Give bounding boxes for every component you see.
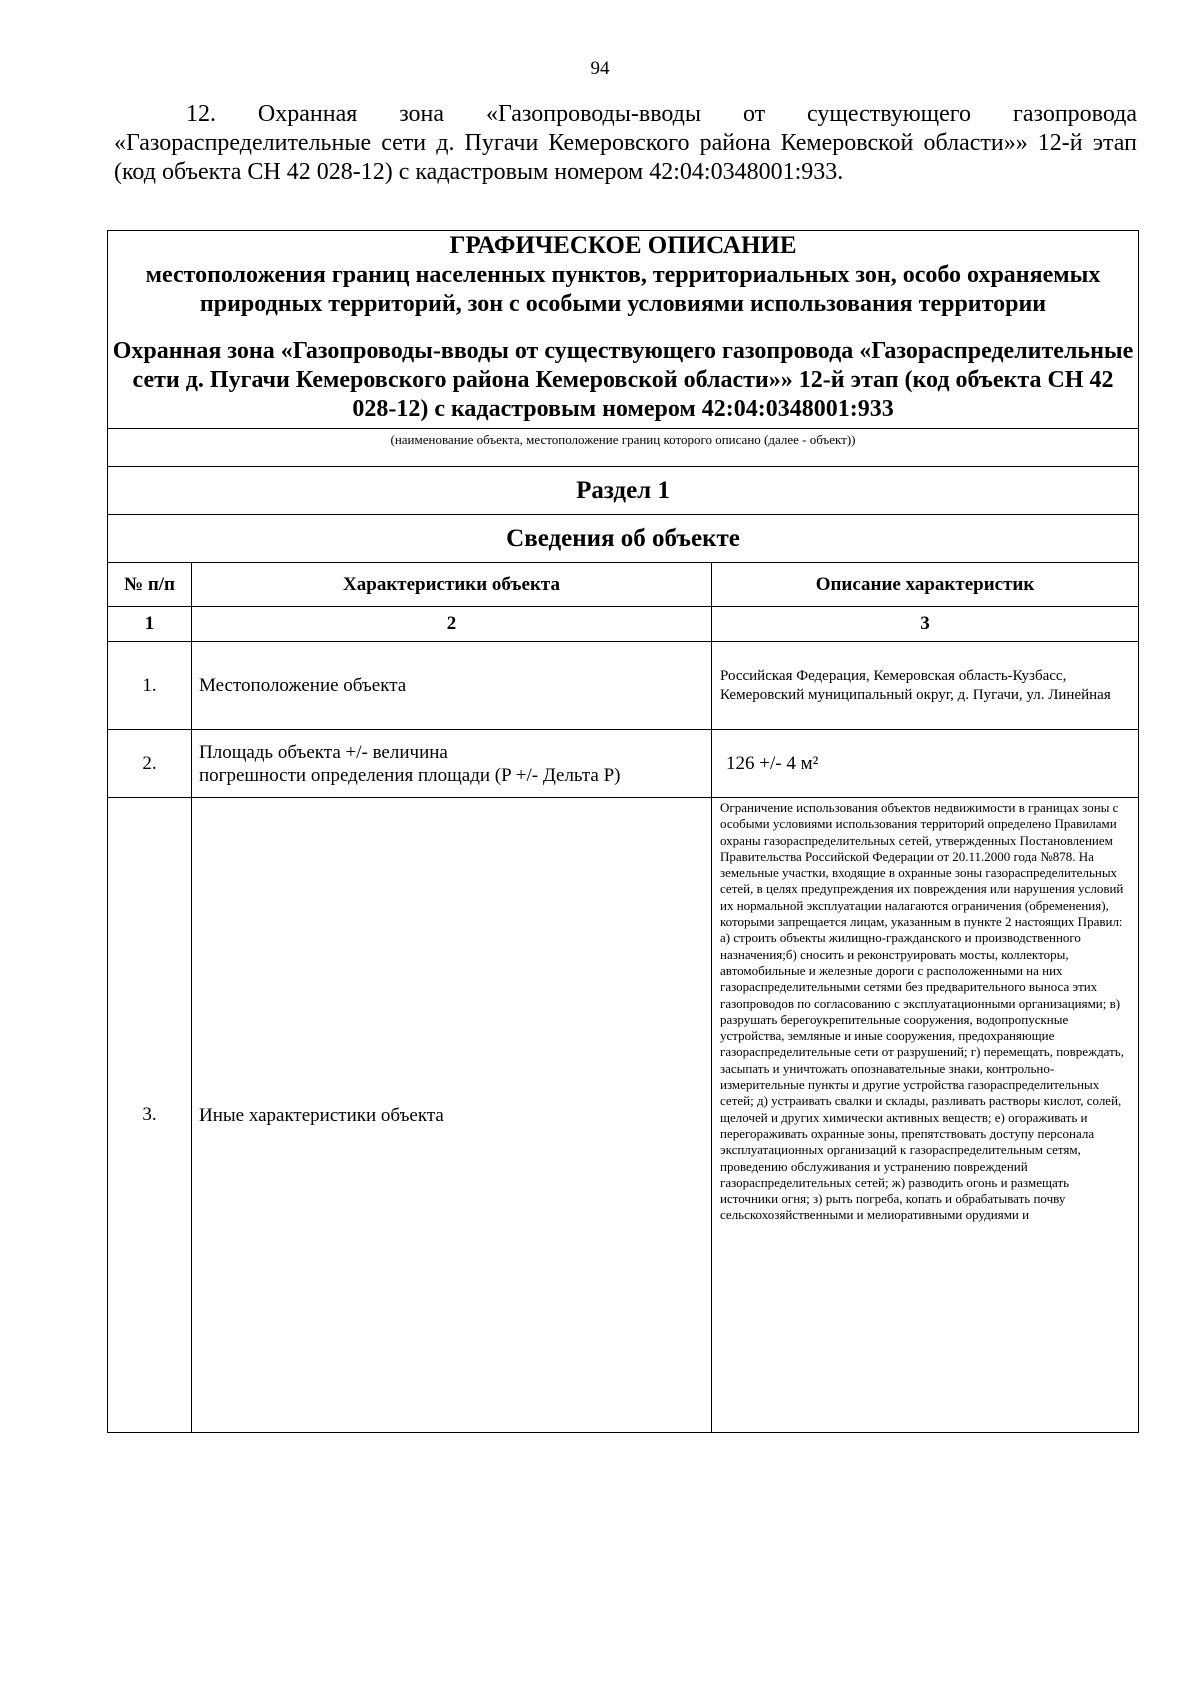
row-characteristic xyxy=(192,730,712,798)
intro-paragraph: 12. Охранная зона «Газопроводы-вводы от существующего газопровода «Газораспределительные сети д. Пугачи Кемеровского района Кемеровской области»» 12-й этап (код объекта СН 42 028-12) с кадастровым номером 42:04:0348001:933. xyxy=(114,101,1137,185)
section-title: Раздел 1 xyxy=(108,467,1139,515)
object-name: Охранная зона «Газопроводы-вводы от существующего газопровода «Газораспределительные сети д. Пугачи Кемеровского района Кемеровской области»» 12-й этап (код объекта СН 42 028-12) с кадастровым номером 42:04:0348001:933 xyxy=(112,338,1134,422)
table-header-row xyxy=(108,563,1139,607)
row-number: 1. xyxy=(108,642,192,730)
table-row xyxy=(108,642,1139,730)
row-characteristic: Местоположение объекта xyxy=(192,642,712,730)
table-row xyxy=(108,730,1139,798)
column-number: 2 xyxy=(192,607,712,642)
row-number: 2. xyxy=(108,730,192,798)
table-column-number-row xyxy=(108,607,1139,642)
row-description xyxy=(712,798,1139,1433)
row-characteristic-line: Площадь объекта +/- величина xyxy=(199,741,448,763)
column-header-description: Описание характеристик xyxy=(712,563,1139,607)
graphic-description-table xyxy=(107,230,1139,1433)
row-description-text: Ограничение использования объектов недвижимости в границах зоны с особыми условиями использования территорий определено Правилами охраны газораспределительных сетей, утвержденных Постановлением Правительства Российской Федерации от 20.11.2000 года №878. На земельные участки, входящие в охранные зоны газораспределительных сетей, в целях предупреждения их повреждения или нарушения условий их нормальной эксплуатации налагаются ограничения (обременения), которыми запрещается лицам, указанным в пункте 2 настоящих Правил: а) строить объекты жилищно-гражданского и производственного назначения;б) сносить и реконструировать мосты, коллекторы, автомобильные и железные дороги с расположенными на них газораспределительными сетями без предварительного выноса этих газопроводов по согласованию с эксплуатационными организациями; в) разрушать берегоукрепительные сооружения, водопропускные устройства, земляные и иные сооружения, предохраняющие газораспределительные сети от разрушений; г) перемещать, повреждать, засыпать и уничтожать опознавательные знаки, контрольно-измерительные пункты и другие устройства газораспределительных сетей; д) устраивать свалки и склады, разливать растворы кислот, солей, щелочей и других химически активных веществ; е) огораживать и перегораживать охранные зоны, препятствовать доступу персонала эксплуатационных организаций к газораспределительным сетям, проведению обслуживания и устранению повреждений газораспределительных сетей; ж) разводить огонь и размещать источники огня; з) рыть погреба, копать и обрабатывать почву сельскохозяйственными и мелиоративными орудиями и xyxy=(720,800,1124,1223)
column-header-characteristic: Характеристики объекта xyxy=(192,563,712,607)
row-number: 3. xyxy=(108,798,192,1433)
section-subtitle: Сведения об объекте xyxy=(108,515,1139,563)
row-characteristic: Иные характеристики объекта xyxy=(192,798,712,1433)
column-number: 3 xyxy=(712,607,1139,642)
document-header xyxy=(108,231,1139,429)
row-characteristic-line: погрешности определения площади (P +/- Дельта P) xyxy=(199,764,621,786)
table-row xyxy=(108,798,1139,1433)
document-subtitle: местоположения границ населенных пунктов, территориальных зон, особо охраняемых природных территорий, зон с особыми условиями использования территории xyxy=(145,262,1101,317)
document-title: ГРАФИЧЕСКОЕ ОПИСАНИЕ xyxy=(449,232,797,259)
row-description: 126 +/- 4 м² xyxy=(712,730,1139,798)
object-note: (наименование объекта, местоположение границ которого описано (далее - объект)) xyxy=(108,429,1139,467)
column-header-num: № п/п xyxy=(108,563,192,607)
row-description: Российская Федерация, Кемеровская область-Кузбасс, Кемеровский муниципальный округ, д. Пугачи, ул. Линейная xyxy=(712,642,1139,730)
column-number: 1 xyxy=(108,607,192,642)
page-number: 94 xyxy=(590,58,610,79)
